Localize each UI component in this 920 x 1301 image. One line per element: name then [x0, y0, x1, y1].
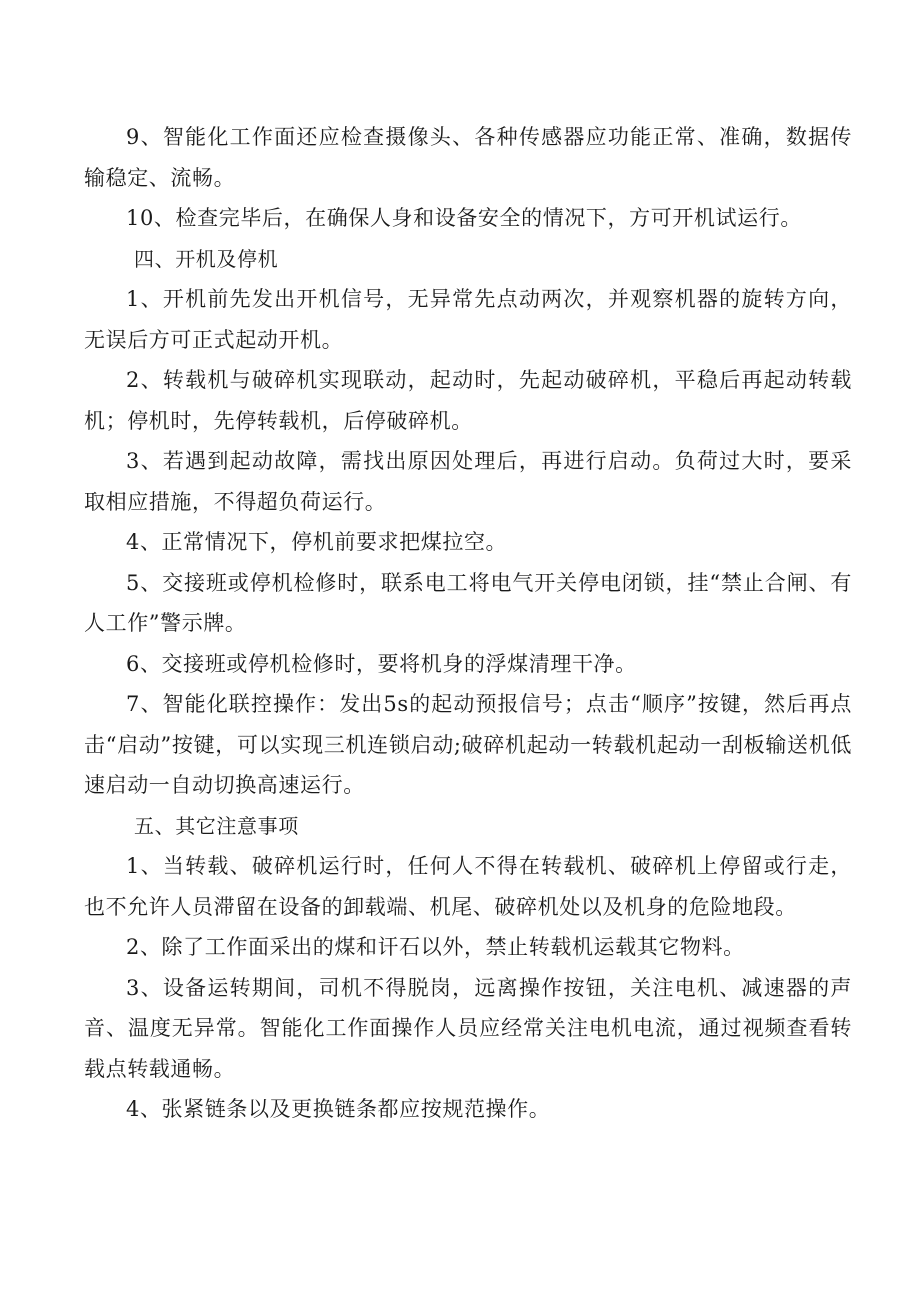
paragraph-startup-5: 5、交接班或停机检修时，联系电工将电气开关停电闭锁，挂“禁止合闸、有人工作”警示牌。: [84, 570, 852, 635]
document-body: [84, 117, 852, 1130]
paragraph-startup-1: 1、开机前先发出开机信号，无异常先点动两次，并观察机器的旋转方向，无误后方可正式起动开机。: [84, 287, 852, 352]
paragraph-item-10: 10、检查完毕后，在确保人身和设备安全的情况下，方可开机试运行。: [126, 206, 802, 230]
section-heading-other-notes: 五、其它注意事项: [134, 813, 299, 838]
paragraph-startup-4: 4、正常情况下，停机前要求把煤拉空。: [126, 530, 508, 554]
paragraph-startup-3: 3、若遇到起动故障，需找出原因处理后，再进行启动。负荷过大时，要采取相应措施，不得超负荷运行。: [84, 449, 852, 514]
paragraph-startup-7: 7、智能化联控操作：发出5s的起动预报信号；点击“顺序”按键，然后再点击“启动”按键，可以实现三机连锁启动;破碎机起动一转载机起动一刮板输送机低速启动一自动切换高速运行。: [84, 692, 852, 797]
paragraph-notes-1: 1、当转载、破碎机运行时，任何人不得在转载机、破碎机上停留或行走，也不允许人员滞留在设备的卸载端、机尾、破碎机处以及机身的危险地段。: [84, 854, 852, 919]
paragraph-notes-4: 4、张紧链条以及更换链条都应按规范操作。: [126, 1097, 551, 1121]
section-heading-startup-shutdown: 四、开机及停机: [134, 246, 279, 271]
paragraph-startup-2: 2、转载机与破碎机实现联动，起动时，先起动破碎机，平稳后再起动转载机；停机时，先停转载机，后停破碎机。: [84, 368, 852, 433]
paragraph-item-9: 9、智能化工作面还应检查摄像头、各种传感器应功能正常、准确，数据传输稳定、流畅。: [84, 125, 852, 190]
paragraph-notes-3: 3、设备运转期间，司机不得脱岗，远离操作按钮，关注电机、减速器的声音、温度无异常。智能化工作面操作人员应经常关注电机电流，通过视频查看转载点转载通畅。: [84, 975, 852, 1081]
paragraph-startup-6: 6、交接班或停机检修时，要将机身的浮煤清理干净。: [126, 651, 637, 676]
paragraph-notes-2: 2、除了工作面采出的煤和讦石以外，禁止转载机运载其它物料。: [126, 935, 745, 959]
